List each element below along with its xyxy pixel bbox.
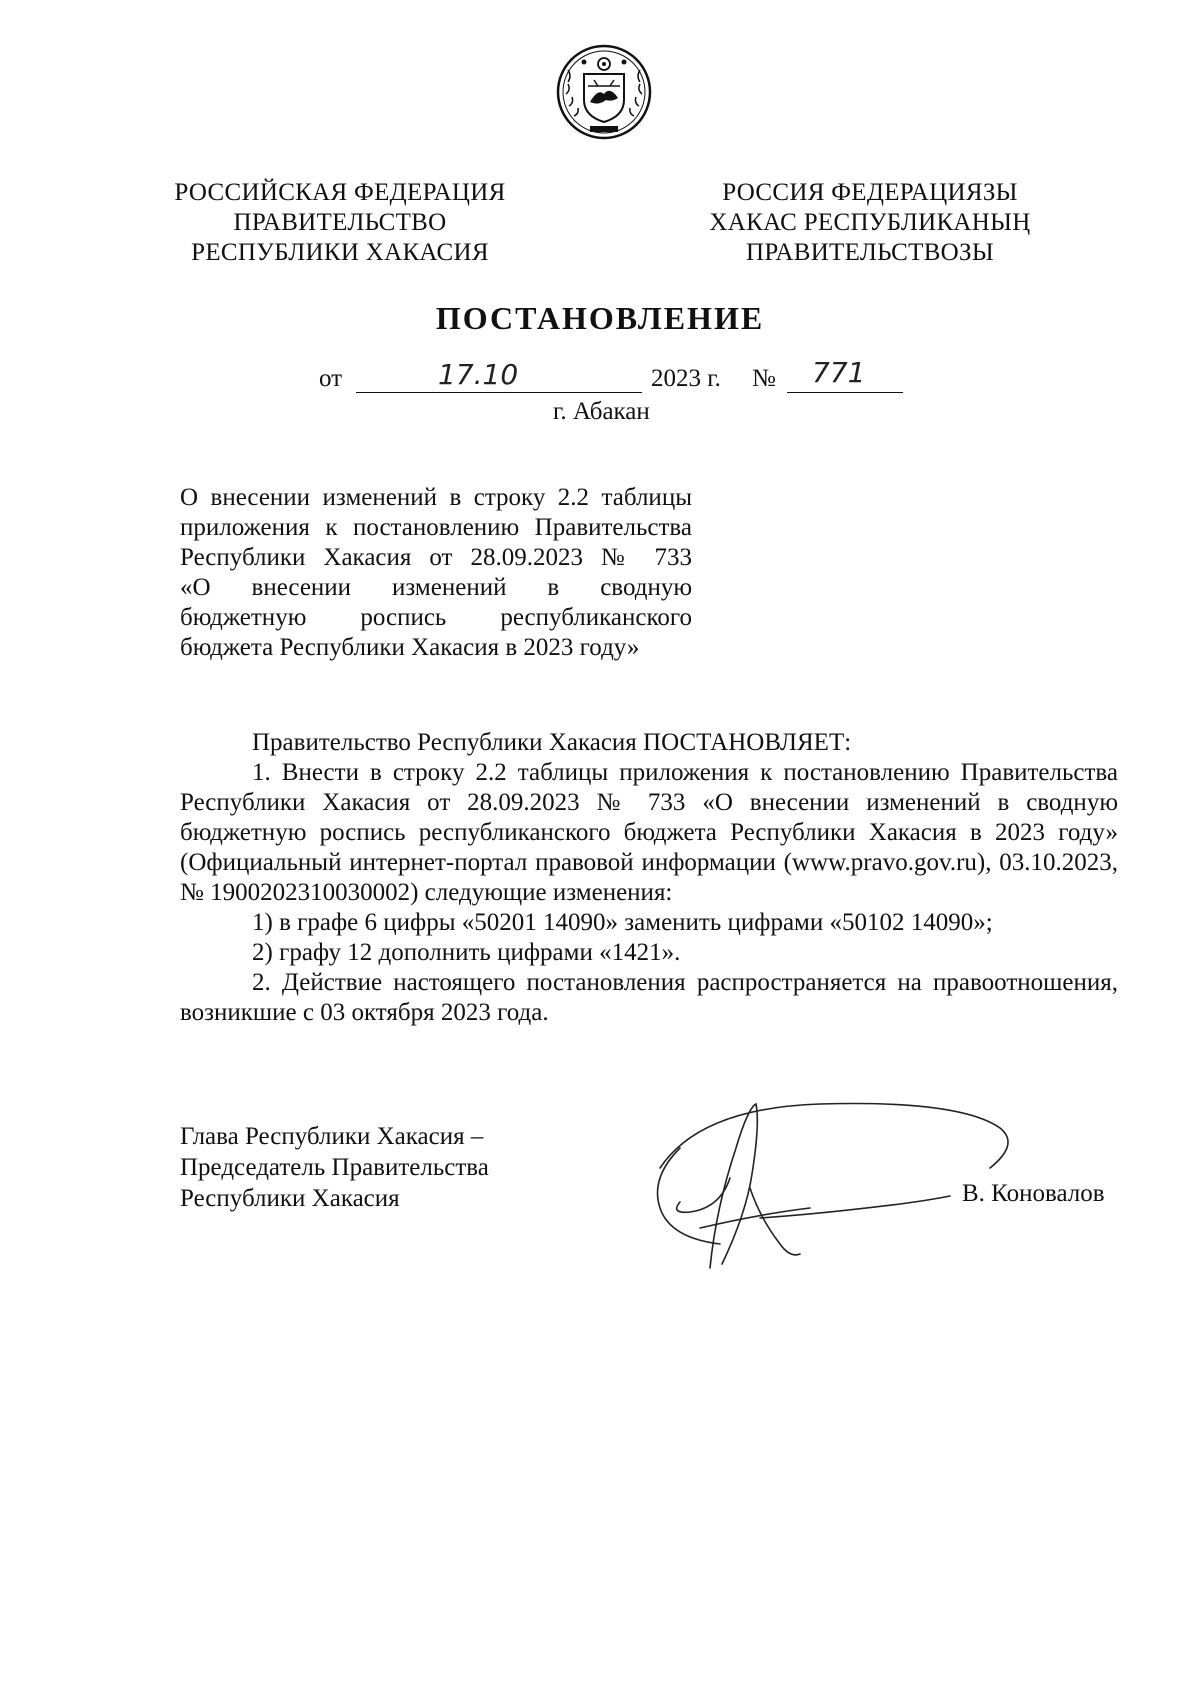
resolution-intro: Правительство Республики Хакасия ПОСТАНОВЛЯЕТ:	[252, 729, 852, 756]
resolution-item-1: 1. Внести в строку 2.2 таблицы приложения к постановлению Правительства Республики Хакасия от 28.09.2023 № 733 «О внесении изменений в сводную бюджетную роспись республиканского бюджета Республики Хакасия в 2023 году» (Официальный интернет-портал правовой информации (www.pravo.gov.ru), 03.10.2023, № 1900202310030002) следующие изменения:	[180, 759, 1118, 906]
resolution-item-2: 2. Действие настоящего постановления распространяется на правоотношения, возникшие с 03 октября 2023 года.	[180, 969, 1118, 1026]
header-right-line: ХАКАС РЕСПУБЛИКАНЫҢ	[709, 209, 1031, 236]
subject-line: Республики Хакасия от 28.09.2023 № 733	[180, 544, 692, 571]
subject-line: приложения к постановлению Правительства	[180, 514, 692, 541]
header-right-line: РОССИЯ ФЕДЕРАЦИЯЗЫ	[722, 179, 1018, 206]
city-label: г. Абакан	[553, 398, 650, 425]
date-underline	[356, 392, 642, 393]
number-label: №	[752, 365, 776, 392]
signatory-name: В. Коновалов	[962, 1180, 1105, 1207]
coat-of-arms-icon	[554, 42, 654, 142]
header-left-line: РОССИЙСКАЯ ФЕДЕРАЦИЯ	[174, 179, 506, 206]
header-left	[170, 178, 510, 268]
signatory-line: Глава Республики Хакасия –	[180, 1123, 484, 1150]
signatory-position	[180, 1121, 489, 1214]
header-left-line: РЕСПУБЛИКИ ХАКАСИЯ	[191, 239, 489, 266]
number-underline	[787, 392, 903, 393]
resolution-subitem-1: 1) в графе 6 цифры «50201 14090» заменить цифрами «50102 14090»;	[252, 909, 993, 936]
signatory-line: Республики Хакасия	[180, 1185, 400, 1212]
header-left-line: ПРАВИТЕЛЬСТВО	[233, 209, 447, 236]
header-right	[700, 178, 1040, 268]
date-handwritten: 17.10	[438, 358, 519, 391]
year-label: 2023 г.	[651, 365, 721, 392]
resolution-subitem-2: 2) графу 12 дополнить цифрами «1421».	[252, 939, 681, 966]
number-handwritten: 771	[812, 356, 866, 389]
subject-line: «О внесении изменений в сводную	[180, 574, 692, 601]
subject-line: О внесении изменений в строку 2.2 таблицы	[180, 484, 692, 511]
subject-line: бюджета Республики Хакасия в 2023 году»	[180, 634, 640, 661]
subject-line: бюджетную роспись республиканского	[180, 604, 692, 631]
document-subject	[180, 483, 692, 663]
date-from-label: от	[319, 365, 343, 392]
signatory-line: Председатель Правительства	[180, 1154, 489, 1181]
document-title: ПОСТАНОВЛЕНИЕ	[435, 300, 765, 336]
header-right-line: ПРАВИТЕЛЬСТВОЗЫ	[746, 239, 994, 266]
